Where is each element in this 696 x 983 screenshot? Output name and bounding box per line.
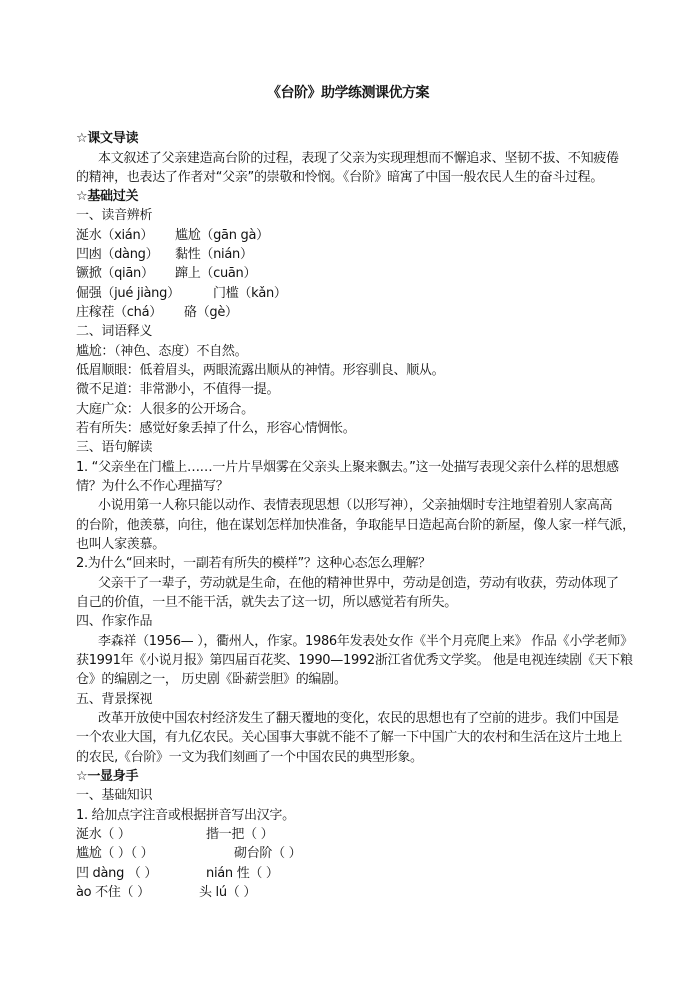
background-line1: 改革开放使中国农村经济发生了翻天覆地的变化，农民的思想也有了空前的进步。我们中国是 (98, 711, 619, 726)
exercise-blank[interactable]: 砌台阶（ ） (234, 846, 302, 861)
subheading-author: 四、作家作品 (76, 614, 153, 629)
exercise-blank[interactable]: 揩一把（ ） (206, 827, 274, 842)
exercise-1-prompt: 1. 给加点字注音或根据拼音写出汉字。 (76, 808, 295, 823)
subheading-background: 五、背景探视 (76, 692, 153, 707)
question-1-line2: 情？为什么不作心理描写？ (76, 479, 229, 494)
pron-item: 倔强（jué jiàng） (76, 286, 180, 301)
exercise-blank[interactable]: ào 不住（ ） (76, 885, 150, 900)
word-definition: 大庭广众：人很多的公开场合。 (76, 402, 254, 417)
word-definition: 低眉顺眼：低着眉头，两眼流露出顺从的神情。形容驯良、顺从。 (76, 363, 445, 378)
subheading-basic-knowledge: 一、基础知识 (76, 788, 153, 803)
question-1-line1: 1. “父亲坐在门槛上……一片片旱烟雾在父亲头上聚来飘去。”这一处描写表现父亲什么样的思想感 (76, 460, 619, 475)
pron-item: 尴尬（gān gà） (175, 228, 269, 243)
background-line3: 的农民,《台阶》一文为我们刻画了一个中国农民的典型形象。 (76, 750, 423, 765)
exercise-blank[interactable]: 凹 dàng （ ） (76, 866, 158, 881)
pron-item: 硌（gè） (184, 305, 238, 320)
section-heading-guide: ☆课文导读 (76, 131, 139, 146)
author-line3: 仓》的编剧之一， 历史剧《卧薪尝胆》的编剧。 (76, 672, 347, 687)
exercise-blank[interactable]: nián 性（ ） (206, 866, 279, 881)
question-2: 2.为什么“回来时，一副若有所失的模样”？这种心态怎么理解？ (76, 556, 431, 571)
section-heading-practice: ☆一显身手 (76, 769, 139, 784)
answer-1-line1: 小说用第一人称只能以动作、表情表现思想（以形写神），父亲抽烟时专注地望着别人家高高 (98, 498, 613, 513)
author-line1: 李森祥（1956— ），衢州人，作家。1986年发表处女作《半个月亮爬上来》 作品《小学老师》 (98, 634, 633, 649)
exercise-blank[interactable]: 涎水（ ） (76, 827, 131, 842)
subheading-pronunciation: 一、读音辨析 (76, 208, 153, 223)
pron-item: 门槛（kǎn） (213, 286, 287, 301)
pron-item: 庄稼茬（chá） (76, 305, 162, 320)
word-definition: 若有所失：感觉好象丢掉了什么，形容心情惆怅。 (76, 421, 356, 436)
answer-2-line1: 父亲干了一辈子，劳动就是生命，在他的精神世界中，劳动是创造，劳动有收获，劳动体现了 (98, 576, 619, 591)
guide-paragraph-line2: 的精神，也表达了作者对“父亲”的崇敬和怜悯。《台阶》暗寓了中国一般农民人生的奋斗过程。 (76, 170, 604, 185)
document-title: 《台阶》助学练测课优方案 (267, 85, 429, 101)
background-line2: 一个农业大国，有九亿农民。关心国事大事就不能不了解一下中国广大的农村和生活在这片土地上 (76, 730, 623, 745)
exercise-blank[interactable]: 头 lú（ ） (199, 885, 257, 900)
exercise-blank[interactable]: 尴尬（ ）（ ） (76, 846, 154, 861)
section-heading-basics: ☆基础过关 (76, 189, 139, 204)
word-definition: 尴尬：（神色、态度）不自然。 (76, 344, 248, 359)
subheading-word-meaning: 二、词语释义 (76, 324, 153, 339)
pron-item: 黏性（nián） (175, 247, 253, 262)
guide-paragraph-line1: 本文叙述了父亲建造高台阶的过程，表现了父亲为实现理想而不懈追求、坚韧不拔、不知疲倦 (98, 151, 619, 166)
pron-item: 镢掀（qiān） (76, 266, 154, 281)
pron-item: 凹凼（dàng） (76, 247, 159, 262)
answer-2-line2: 自己的价值，一旦不能干活，就失去了这一切，所以感觉若有所失。 (76, 595, 458, 610)
answer-1-line2: 的台阶，他羡慕，向往，他在谋划怎样加快准备，争取能早日造起高台阶的新屋，像人家一样气派， (76, 518, 635, 533)
author-line2: 获1991年《小说月报》第四届百花奖、1990—1992浙江省优秀文学奖。 他是电视连续剧《天下粮 (76, 653, 633, 668)
subheading-sentence-analysis: 三、语句解读 (76, 440, 153, 455)
word-definition: 微不足道：非常渺小，不值得一提。 (76, 382, 280, 397)
pron-item: 蹿上（cuān） (175, 266, 257, 281)
answer-1-line3: 也叫人家羡慕。 (76, 537, 165, 552)
pron-item: 涎水（xián） (76, 228, 154, 243)
